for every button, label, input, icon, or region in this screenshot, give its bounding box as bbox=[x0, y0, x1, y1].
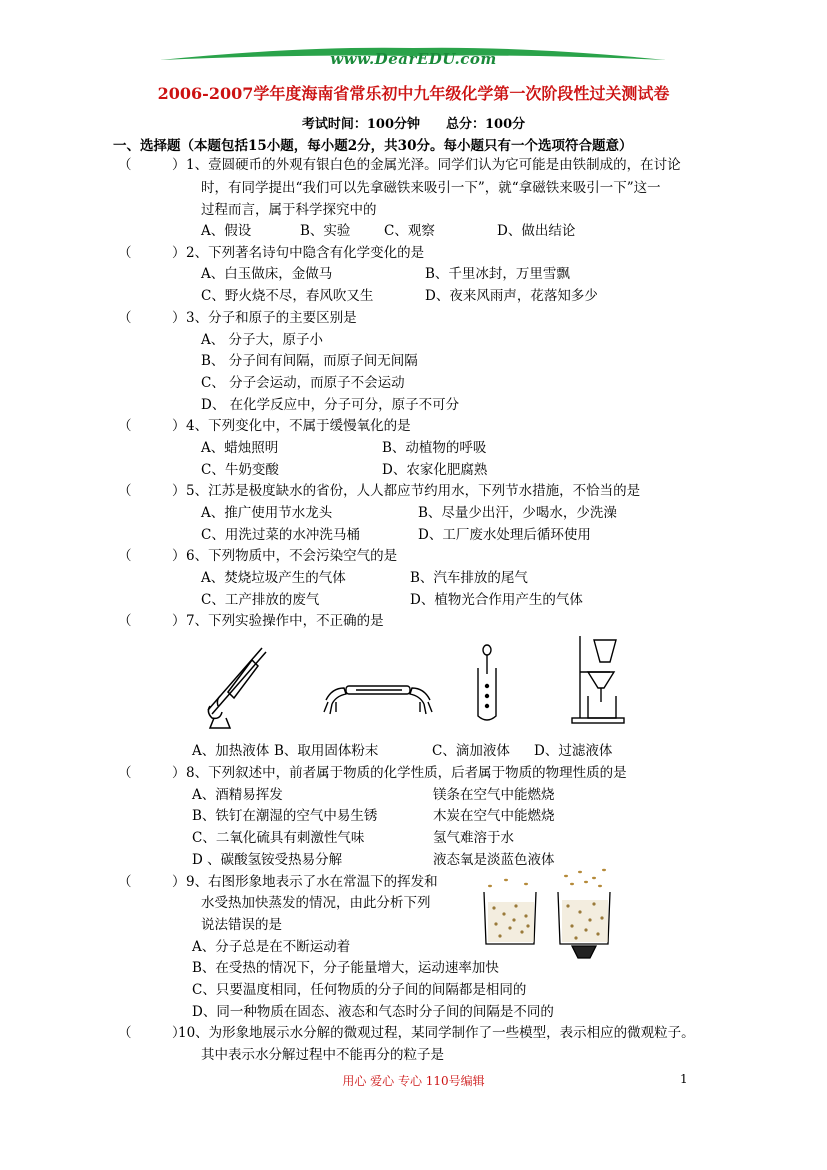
q1-option-c: C、观察 bbox=[384, 223, 435, 239]
q4-option-d: D、农家化肥腐熟 bbox=[382, 462, 488, 478]
q5-option-c: C、用洗过菜的水冲洗马桶 bbox=[201, 527, 360, 543]
q10-line2: 其中表示水分解过程中不能再分的粒子是 bbox=[201, 1047, 444, 1063]
q9-option-b: B、在受热的情况下，分子能量增大，运动速率加快 bbox=[192, 960, 499, 976]
q3-option-c: C、 分子会运动，而原子不会运动 bbox=[201, 375, 405, 391]
q9-option-a: A、分子总是在不断运动着 bbox=[192, 939, 351, 955]
q6-option-d: D、植物光合作用产生的气体 bbox=[410, 592, 583, 608]
q3-option-b: B、 分子间有间隔，而原子间无间隔 bbox=[201, 353, 418, 369]
q3-option-a: A、 分子大，原子小 bbox=[201, 332, 324, 348]
q8-option-b2: 木炭在空气中能燃烧 bbox=[433, 808, 555, 824]
q7-stem: 7、下列实验操作中，不正确的是 bbox=[186, 613, 384, 629]
q7-option-b: B、取用固体粉末 bbox=[274, 743, 379, 759]
q6-option-c: C、工产排放的废气 bbox=[201, 592, 320, 608]
q6-stem: 6、下列物质中，不会污染空气的是 bbox=[186, 548, 398, 564]
q9-option-d: D、同一种物质在固态、液态和气态时分子间的间隔是不同的 bbox=[192, 1004, 554, 1020]
answer-paren-2: （ ） bbox=[118, 245, 186, 261]
q8-option-c2: 氢气难溶于水 bbox=[433, 830, 514, 846]
q8-stem: 8、下列叙述中，前者属于物质的化学性质，后者属于物质的物理性质的是 bbox=[186, 765, 627, 781]
q3-stem: 3、分子和原子的主要区别是 bbox=[186, 310, 357, 326]
page-number: 1 bbox=[680, 1072, 688, 1086]
q3-option-d: D、 在化学反应中，分子可分，原子不可分 bbox=[201, 397, 460, 413]
q7-option-c: C、滴加液体 bbox=[432, 743, 510, 759]
footer-text: 用心 爱心 专心 110号编辑 bbox=[342, 1074, 485, 1088]
q8-option-a2: 镁条在空气中能燃烧 bbox=[433, 787, 555, 803]
answer-paren-7: （ ） bbox=[118, 613, 186, 629]
q5-option-a: A、推广使用节水龙头 bbox=[201, 505, 333, 521]
answer-paren-5: （ ） bbox=[118, 483, 186, 499]
q2-option-b: B、千里冰封，万里雪飘 bbox=[425, 266, 570, 282]
q4-option-a: A、蜡烛照明 bbox=[201, 440, 279, 456]
q1-line3: 过程而言，属于科学探究中的 bbox=[201, 202, 377, 218]
q4-stem: 4、下列变化中，不属于缓慢氧化的是 bbox=[186, 418, 411, 434]
q9-line3: 说法错误的是 bbox=[201, 917, 282, 933]
site-url[interactable]: www.DearEDU.com bbox=[330, 50, 497, 68]
q1-line2: 时，有同学提出“我们可以先拿磁铁来吸引一下”，就“拿磁铁来吸引一下”这一 bbox=[201, 180, 661, 196]
exam-info: 考试时间：100分钟 总分：100分 bbox=[301, 117, 526, 132]
q6-option-b: B、汽车排放的尾气 bbox=[410, 570, 528, 586]
q1-line1: 1、壹圆硬币的外观有银白色的金属光泽。同学们认为它可能是由铁制成的，在讨论 bbox=[186, 157, 681, 173]
answer-paren-1: （ ） bbox=[118, 157, 186, 173]
answer-paren-9: （ ） bbox=[118, 874, 186, 890]
q2-option-d: D、夜来风雨声，花落知多少 bbox=[425, 288, 598, 304]
dropper-illustration bbox=[472, 644, 502, 724]
q10-line1: 10、为形象地展示水分解的微观过程，某同学制作了一些模型，表示相应的微观粒子。 bbox=[178, 1025, 695, 1041]
answer-paren-8: （ ） bbox=[118, 765, 186, 781]
q2-option-a: A、白玉做床，金做马 bbox=[201, 266, 333, 282]
filtration-illustration bbox=[570, 632, 630, 727]
powder-illustration bbox=[322, 672, 434, 722]
q8-option-b1: B、铁钉在潮湿的空气中易生锈 bbox=[192, 808, 378, 824]
answer-paren-10: （ ） bbox=[118, 1025, 186, 1041]
q8-option-a1: A、酒精易挥发 bbox=[192, 787, 283, 803]
q5-stem: 5、江苏是极度缺水的省份，人人都应节约用水，下列节水措施，不恰当的是 bbox=[186, 483, 641, 499]
q5-option-b: B、尽量少出汗，少喝水，少洗澡 bbox=[418, 505, 617, 521]
heating-liquid-illustration bbox=[200, 640, 270, 730]
q8-option-c1: C、二氧化硫具有刺激性气味 bbox=[192, 830, 365, 846]
q5-option-d: D、工厂废水处理后循环使用 bbox=[418, 527, 591, 543]
q8-option-d2: 液态氧是淡蓝色液体 bbox=[433, 852, 555, 868]
q8-option-d1: D 、碳酸氢铵受热易分解 bbox=[192, 852, 343, 868]
q9-line1: 9、右图形象地表示了水在常温下的挥发和 bbox=[186, 874, 438, 890]
q1-option-a: A、假设 bbox=[201, 223, 252, 239]
answer-paren-3: （ ） bbox=[118, 310, 186, 326]
q6-option-a: A、焚烧垃圾产生的气体 bbox=[201, 570, 346, 586]
evaporation-illustration bbox=[476, 866, 616, 966]
page-title: 2006-2007学年度海南省常乐初中九年级化学第一次阶段性过关测试卷 bbox=[157, 84, 670, 103]
section-heading: 一、选择题（本题包括15小题，每小题2分，共30分。每小题只有一个选项符合题意） bbox=[113, 138, 633, 154]
q2-option-c: C、野火烧不尽，春风吹又生 bbox=[201, 288, 374, 304]
q2-stem: 2、下列著名诗句中隐含有化学变化的是 bbox=[186, 245, 425, 261]
q1-option-d: D、做出结论 bbox=[497, 223, 576, 239]
q4-option-b: B、动植物的呼吸 bbox=[382, 440, 487, 456]
q9-option-c: C、只要温度相同，任何物质的分子间的间隔都是相同的 bbox=[192, 982, 527, 998]
q1-option-b: B、实验 bbox=[300, 223, 351, 239]
header-ribbon bbox=[0, 0, 827, 80]
q4-option-c: C、牛奶变酸 bbox=[201, 462, 279, 478]
q7-option-d: D、过滤液体 bbox=[534, 743, 613, 759]
answer-paren-4: （ ） bbox=[118, 418, 186, 434]
q7-option-a: A、加热液体 bbox=[192, 743, 270, 759]
answer-paren-6: （ ） bbox=[118, 548, 186, 564]
q9-line2: 水受热加快蒸发的情况，由此分析下列 bbox=[201, 895, 431, 911]
